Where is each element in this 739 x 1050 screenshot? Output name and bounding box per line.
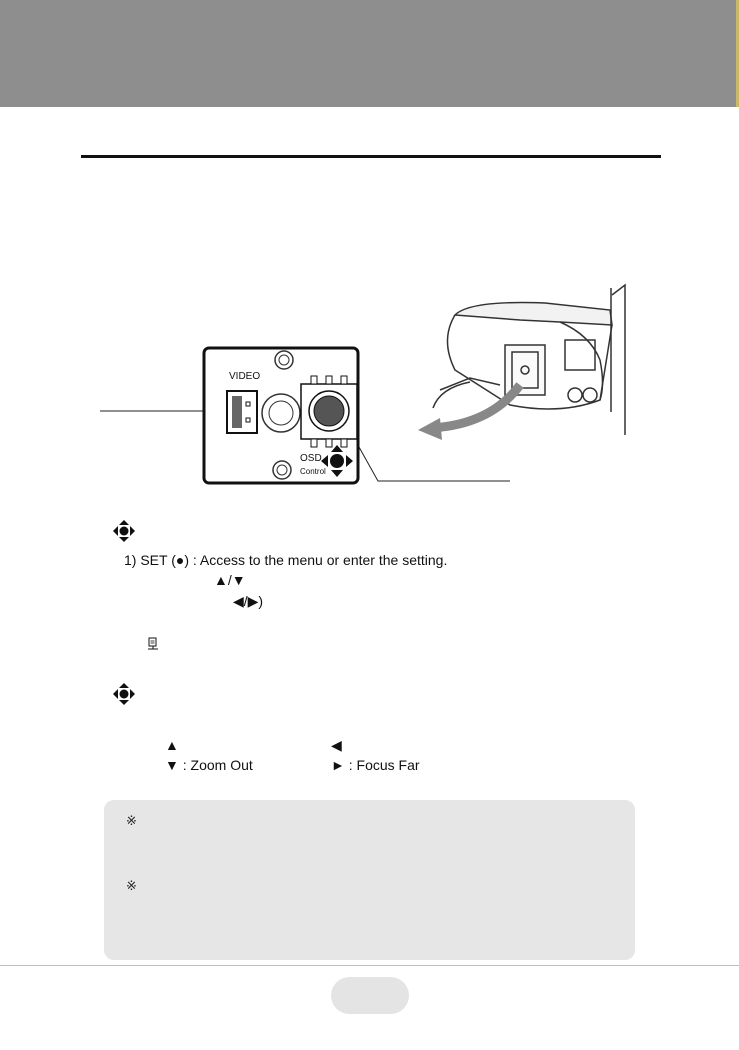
page-number-pill: [331, 977, 409, 1014]
note-box: [104, 800, 635, 960]
footer-rule: [0, 965, 739, 966]
bullet-camera-drawing: [433, 285, 625, 435]
lens-mount-ring: [262, 394, 300, 432]
removal-arrow-head: [418, 418, 442, 440]
menu-item-left-right: ◀/▶): [233, 593, 264, 609]
focus-near-glyph: ◀: [331, 737, 342, 753]
menu-item-up-down: ▲/▼: [214, 572, 246, 588]
osd-joystick: [314, 396, 344, 426]
video-label: VIDEO: [229, 371, 261, 382]
note-mark-1: ※: [126, 813, 137, 828]
joystick-icon: [113, 520, 135, 542]
joystick-icon-2: [113, 683, 135, 705]
osd-label: OSD: [300, 453, 322, 464]
zoom-in-glyph: ▲: [165, 737, 179, 753]
note-mark-2: ※: [126, 878, 137, 893]
memo-icon: [147, 637, 159, 651]
focus-far-item: ► : Focus Far: [331, 757, 420, 773]
camera-illustration: [0, 0, 739, 510]
menu-item-set: 1) SET (●) : Access to the menu or enter the setting.: [124, 552, 448, 568]
zoom-out-item: ▼ : Zoom Out: [165, 757, 253, 773]
control-label: Control: [300, 467, 326, 476]
